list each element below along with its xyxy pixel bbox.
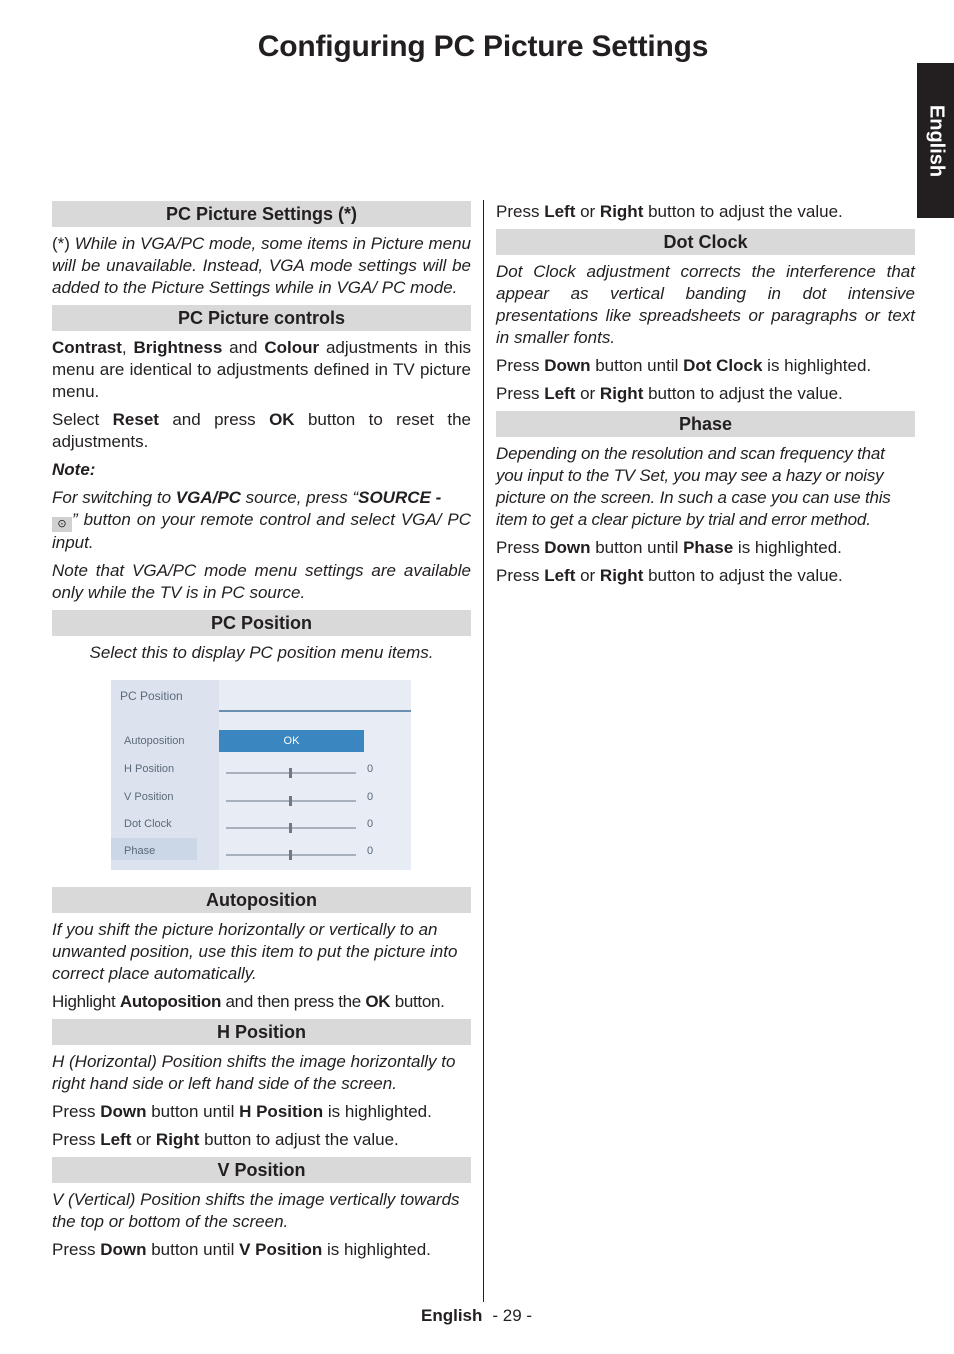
text-segment: Press: [496, 566, 545, 585]
section-header-v-position: V Position: [52, 1157, 471, 1183]
text-segment: button until: [146, 1102, 240, 1121]
term-phase: Phase: [683, 538, 734, 557]
term-left: Left: [544, 566, 576, 585]
pc-settings-paragraph: [52, 233, 471, 299]
menu-slider-thumb: [289, 823, 292, 833]
phase-instruction-1: [496, 537, 915, 559]
term-right: Right: [599, 384, 644, 403]
dot-clock-instruction-1: [496, 355, 915, 377]
term-reset: Reset: [112, 410, 159, 429]
vpos-instruction-1: [52, 1239, 471, 1261]
menu-item-v-position: V Position: [124, 791, 174, 803]
pc-settings-text: While in VGA/PC mode, some items in Picture menu will be unavailable. Instead, VGA mode settings will be added to the Picture Settings while in VGA/ PC mode.: [52, 234, 471, 297]
note-label-text: Note:: [52, 460, 96, 479]
column-divider: [483, 200, 484, 1302]
term-right: Right: [599, 202, 644, 221]
switch-paragraph: [52, 487, 471, 554]
term-brightness: Brightness: [133, 338, 223, 357]
text-segment: is highlighted.: [322, 1240, 431, 1259]
menu-value: 0: [367, 818, 374, 830]
text-segment: is highlighted.: [762, 356, 872, 375]
text-segment: button to reset the adjustments.: [52, 410, 471, 451]
section-header-pc-picture-controls: PC Picture controls: [52, 305, 471, 331]
text-segment: button to adjust the value.: [199, 1130, 399, 1149]
footer-language: English: [421, 1306, 483, 1325]
menu-value: 0: [367, 845, 374, 857]
text-segment: button until: [146, 1240, 240, 1259]
menu-slider-thumb: [289, 850, 292, 860]
text-segment: or: [575, 384, 600, 403]
hpos-instruction-1: [52, 1101, 471, 1123]
text-segment: Press: [496, 384, 545, 403]
section-header-pc-position: PC Position: [52, 610, 471, 636]
menu-slider-thumb: [289, 796, 292, 806]
dot-clock-description: Dot Clock adjustment corrects the interference that appear as vertical banding in dot intensive presentations like spreadsheets or paragraphs or text in smaller fonts.: [496, 262, 915, 347]
text-segment: or: [131, 1130, 156, 1149]
right-column: [496, 201, 915, 593]
text-segment: is highlighted.: [733, 538, 842, 557]
text-segment: source, press “: [240, 488, 359, 507]
text-segment: Highlight: [52, 992, 120, 1011]
dot-clock-instruction-2: [496, 383, 915, 405]
phase-instruction-2: [496, 565, 915, 587]
menu-title: PC Position: [120, 689, 183, 703]
term-right: Right: [155, 1130, 200, 1149]
term-down: Down: [100, 1240, 147, 1259]
term-left: Left: [544, 202, 576, 221]
source-icon: ⊙: [52, 517, 72, 532]
text-segment: adjustments in this menu are identical to adjustments defined in TV picture menu.: [52, 338, 472, 401]
term-ok: OK: [269, 410, 295, 429]
menu-item-dot-clock: Dot Clock: [124, 818, 172, 830]
text-segment: or: [575, 202, 600, 221]
controls-paragraph: [52, 337, 471, 403]
position-paragraph: Select this to display PC position menu items.: [89, 643, 434, 662]
term-left: Left: [100, 1130, 132, 1149]
term-autoposition: Autoposition: [119, 992, 222, 1011]
language-tab-label: English: [925, 104, 947, 177]
footnote-marker: (*): [52, 234, 75, 253]
text-segment: Press: [496, 356, 545, 375]
text-segment: button to adjust the value.: [643, 384, 843, 403]
text-segment: ” button on your remote control and select VGA/ PC input.: [52, 510, 471, 552]
page-title: Configuring PC Picture Settings: [257, 30, 709, 63]
menu-value: 0: [367, 791, 374, 803]
text-segment: Press: [52, 1102, 101, 1121]
menu-value: 0: [367, 763, 374, 775]
text-segment: is highlighted.: [323, 1102, 432, 1121]
term-source: SOURCE -: [358, 488, 442, 507]
text-segment: and press: [158, 410, 270, 429]
term-contrast: Contrast: [52, 338, 122, 357]
autopos-description: If you shift the picture horizontally or vertically to an unwanted position, use this item to put the picture into correct place automatically.: [52, 920, 458, 983]
text-segment: button.: [390, 992, 445, 1011]
text-segment: button to adjust the value.: [643, 202, 843, 221]
term-dot-clock: Dot Clock: [683, 356, 763, 375]
pc-position-menu-screenshot: [111, 680, 411, 870]
autopos-instruction: [52, 991, 471, 1013]
term-right: Right: [599, 566, 644, 585]
text-segment: button to adjust the value.: [643, 566, 843, 585]
hpos-description: H (Horizontal) Position shifts the image horizontally to right hand side or left hand side of the screen.: [52, 1052, 456, 1093]
menu-title-underline: [219, 710, 411, 712]
section-header-h-position: H Position: [52, 1019, 471, 1045]
text-segment: and then press the: [221, 992, 366, 1011]
text-segment: and: [222, 338, 265, 357]
note-label: [52, 459, 471, 481]
term-down: Down: [544, 356, 591, 375]
term-left: Left: [544, 384, 576, 403]
text-segment: Press: [496, 202, 545, 221]
text-segment: For switching to: [52, 488, 176, 507]
term-v-position: V Position: [239, 1240, 323, 1259]
menu-ok-button: OK: [219, 730, 364, 752]
menu-item-phase: Phase: [124, 845, 156, 857]
section-header-autoposition: Autoposition: [52, 887, 471, 913]
text-segment: ,: [121, 338, 134, 357]
text-segment: button until: [590, 538, 684, 557]
page-footer: [421, 1306, 532, 1326]
page-number: - 29 -: [492, 1306, 533, 1325]
term-down: Down: [544, 538, 591, 557]
phase-description: Depending on the resolution and scan frequency that you input to the TV Set, you may see a hazy or noisy picture on the screen. In such a case you can use this item to get a clear picture by trial and error method.: [496, 444, 891, 529]
section-header-pc-picture-settings: PC Picture Settings (*): [52, 201, 471, 227]
menu-slider-thumb: [289, 768, 292, 778]
text-segment: button until: [590, 356, 684, 375]
note2-paragraph: Note that VGA/PC mode menu settings are available only while the TV is in PC source.: [52, 561, 471, 602]
term-h-position: H Position: [239, 1102, 324, 1121]
vpos-description: V (Vertical) Position shifts the image vertically towards the top or bottom of the screen.: [52, 1190, 460, 1231]
left-column: [52, 201, 471, 1267]
section-header-dot-clock: Dot Clock: [496, 229, 915, 255]
language-tab: [917, 63, 954, 218]
hpos-instruction-2: [52, 1129, 471, 1151]
term-colour: Colour: [264, 338, 320, 357]
term-down: Down: [100, 1102, 147, 1121]
section-header-phase: Phase: [496, 411, 915, 437]
text-segment: Select: [52, 410, 113, 429]
menu-item-h-position: H Position: [124, 763, 175, 775]
term-ok: OK: [365, 992, 391, 1011]
vpos-instruction-2: [496, 201, 915, 223]
text-segment: Press: [52, 1240, 101, 1259]
text-segment: Press: [52, 1130, 101, 1149]
term-vga-pc: VGA/PC: [175, 488, 241, 507]
text-segment: or: [575, 566, 600, 585]
menu-item-autoposition: Autoposition: [124, 735, 185, 747]
text-segment: Press: [496, 538, 545, 557]
reset-paragraph: [52, 409, 471, 453]
